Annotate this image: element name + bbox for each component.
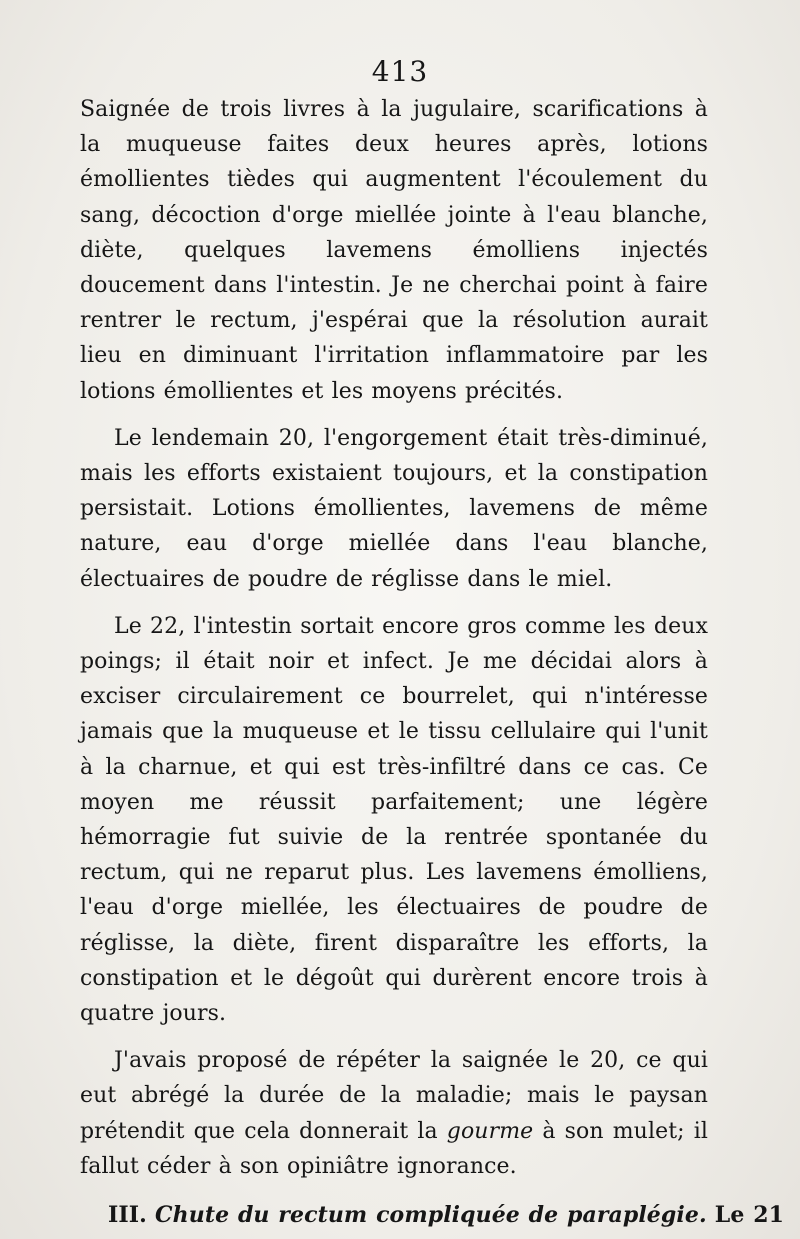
paragraph-conclusion (80, 1043, 708, 1184)
paragraph-treatment: Saignée de trois livres à la jugulaire, scarifications à la muqueuse faites deux heures après, lotions émollientes tièdes qui augmentent l'écoulement du sang, décoction d'orge miellée jointe à l'eau blanche, diète, quelques lavemens émolliens injectés doucement dans l'intestin. Je ne cherchai point à faire rentrer le rectum, j'espérai que la résolution aurait lieu en diminuant l'irritation inflammatoire par les lotions émollientes et les moyens précités. (80, 97, 708, 404)
section-title: Chute du rectum compliquée de paraplégie. (155, 1202, 707, 1229)
conclusion-italic-term: gourme (446, 1118, 534, 1144)
paragraph-day-20: Le lendemain 20, l'engorgement était très-diminué, mais les efforts existaient toujours, et la constipation persistait. Lotions émollientes, lavemens de même nature, eau d'orge miellée dans l'eau blanche, électuaires de poudre de réglisse dans le miel. (80, 425, 708, 592)
paragraph-day-22: Le 22, l'intestin sortait encore gros comme les deux poings; il était noir et infect. Je me décidai alors à exciser circulairement ce bourrelet, qui n'intéresse jamais que la muqueuse et le tissu cellulaire qui l'unit à la charnue, et qui est très-infiltré dans ce cas. Ce moyen me réussit parfaitement; une légère hémorragie fut suivie de la rentrée spontanée du rectum, qui ne reparut plus. Les lavemens émolliens, l'eau d'orge miellée, les électuaires de poudre de réglisse, la diète, firent disparaître les efforts, la constipation et le dégoût qui durèrent encore trois à quatre jours. (80, 613, 708, 1027)
section-number: III. (108, 1202, 147, 1229)
section-continuation: Le 21 (714, 1202, 785, 1229)
conclusion-text-before: J'avais proposé de répéter la saignée le 20, ce qui eut abrégé la durée de la maladie; mais le paysan prétendit que cela donnerait la (80, 1048, 708, 1144)
page-number: 413 (371, 55, 429, 88)
section-heading (80, 1198, 785, 1233)
conclusion-text-after: à son mulet; il fallut céder à son opiniâtre ignorance. (80, 1118, 708, 1179)
page-body (80, 92, 785, 1233)
